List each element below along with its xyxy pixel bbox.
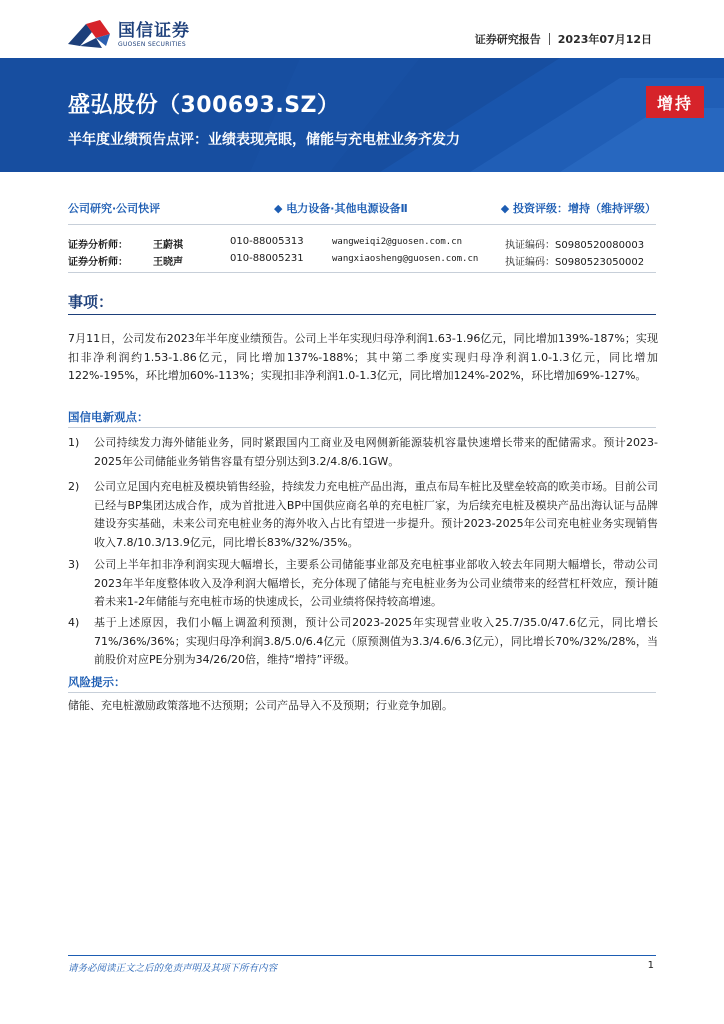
- risk-paragraph: 储能、充电桩激励政策落地不达预期；公司产品导入不及预期；行业竞争加剧。: [68, 699, 453, 712]
- divider: [68, 272, 656, 273]
- analyst-phone: 010-88005313: [230, 236, 304, 247]
- list-item-text: 公司立足国内充电桩及模块销售经验，持续发力充电桩产品出海，重点布局车桩比及壁垒较高的欧美市场。目前公司已经与BP集团达成合作，成为首批进入BP中国供应商名单的充电桩厂家，为后续充电桩及模块产品出海认证与品牌建设夯实基础，未来公司充电桩业务的海外收入占比有望进一步提升。预计2023-2025年公司充电桩业务实现销售收入7.8/10.3/13.9亿元，同比增长83%/32%/35%。: [94, 480, 658, 549]
- views-heading: 国信电新观点：: [68, 410, 149, 424]
- list-item-number: 3): [68, 558, 80, 571]
- page-number: 1: [647, 960, 654, 971]
- analyst-row: [68, 253, 656, 267]
- analyst-name: 王蔚祺: [153, 240, 183, 251]
- logo-en-text: GUOSEN SECURITIES: [118, 40, 187, 48]
- analyst-name: 王晓声: [153, 257, 183, 268]
- analyst-row: [68, 236, 656, 250]
- guosen-logo-icon: [66, 18, 112, 52]
- report-subtitle: 半年度业绩预告点评：业绩表现亮眼，储能与充电桩业务齐发力: [68, 132, 460, 148]
- category-row: [68, 200, 656, 216]
- risk-heading: 风险提示：: [68, 675, 126, 689]
- analyst-role: 证券分析师：: [68, 240, 128, 251]
- analyst-role: 证券分析师：: [68, 257, 128, 268]
- events-heading: 事项：: [68, 293, 114, 311]
- meta-separator: [549, 33, 550, 45]
- divider: [68, 692, 656, 693]
- analyst-cert: 执证编码：S0980520080003: [505, 240, 645, 251]
- analyst-email[interactable]: wangweiqi2@guosen.com.cn: [332, 237, 463, 247]
- logo-cn-text: 国信证券: [118, 20, 190, 41]
- investment-rating: ◆ 投资评级：增持（维持评级）: [500, 202, 656, 215]
- list-item-text: 基于上述原因，我们小幅上调盈利预测，预计公司2023-2025年实现营业收入25.7/35.0/47.6亿元，同比增长71%/36%/36%；实现归母净利润3.8/5.0/6.4亿元（原预测值为3.3/4.6/6.3亿元），同比增长70%/32%/28%，当前股价对应PE分别为34/26/20倍，维持“增持”评级。: [94, 616, 658, 666]
- events-paragraph: 7月11日，公司发布2023年半年度业绩预告。公司上半年实现归母净利润1.63-1.96亿元，同比增加139%-187%；实现扣非净利润约1.53-1.86亿元，同比增加137%-188%；其中第二季度实现归母净利润1.0-1.3亿元，同比增加122%-195%，环比增加60%-113%；实现扣非净利润1.0-1.3亿元，同比增加124%-202%，环比增加69%-127%。: [68, 332, 658, 382]
- industry-category: ◆ 电力设备·其他电源设备Ⅱ: [274, 202, 408, 215]
- footer-divider: [68, 955, 656, 956]
- divider: [68, 427, 656, 428]
- divider: [68, 224, 656, 225]
- divider: [68, 314, 656, 315]
- list-item-number: 4): [68, 616, 80, 629]
- rating-badge: 增持: [646, 86, 704, 118]
- report-date: 2023年07月12日: [557, 33, 652, 46]
- report-title: 盛弘股份（300693.SZ）: [68, 93, 340, 118]
- report-category: 公司研究·公司快评: [68, 202, 161, 215]
- top-header: [0, 0, 724, 58]
- report-type: 证券研究报告: [474, 33, 541, 46]
- analyst-cert: 执证编码：S0980523050002: [505, 257, 645, 268]
- company-logo: [66, 18, 190, 52]
- title-banner: [0, 58, 724, 172]
- list-item-text: 公司上半年扣非净利润实现大幅增长，主要系公司储能事业部及充电桩事业部收入较去年同期大幅增长，带动公司2023年半年度整体收入及净利润大幅增长，充分体现了储能与充电桩业务为公司业绩带来的经营杠杆效应，预计随着未来1-2年储能与充电桩市场的快速成长，公司业绩将保持较高增速。: [94, 558, 658, 608]
- list-item-number: 2): [68, 480, 80, 493]
- report-meta: [475, 31, 652, 47]
- footer-disclaimer: 请务必阅读正文之后的免责声明及其项下所有内容: [68, 963, 278, 974]
- analyst-phone: 010-88005231: [230, 253, 304, 264]
- list-item-number: 1): [68, 436, 80, 449]
- list-item-text: 公司持续发力海外储能业务，同时紧跟国内工商业及电网侧新能源装机容量快速增长带来的配储需求。预计2023-2025年公司储能业务销售容量有望分别达到3.2/4.8/6.1GW。: [94, 436, 658, 468]
- analyst-email[interactable]: wangxiaosheng@guosen.com.cn: [332, 254, 479, 264]
